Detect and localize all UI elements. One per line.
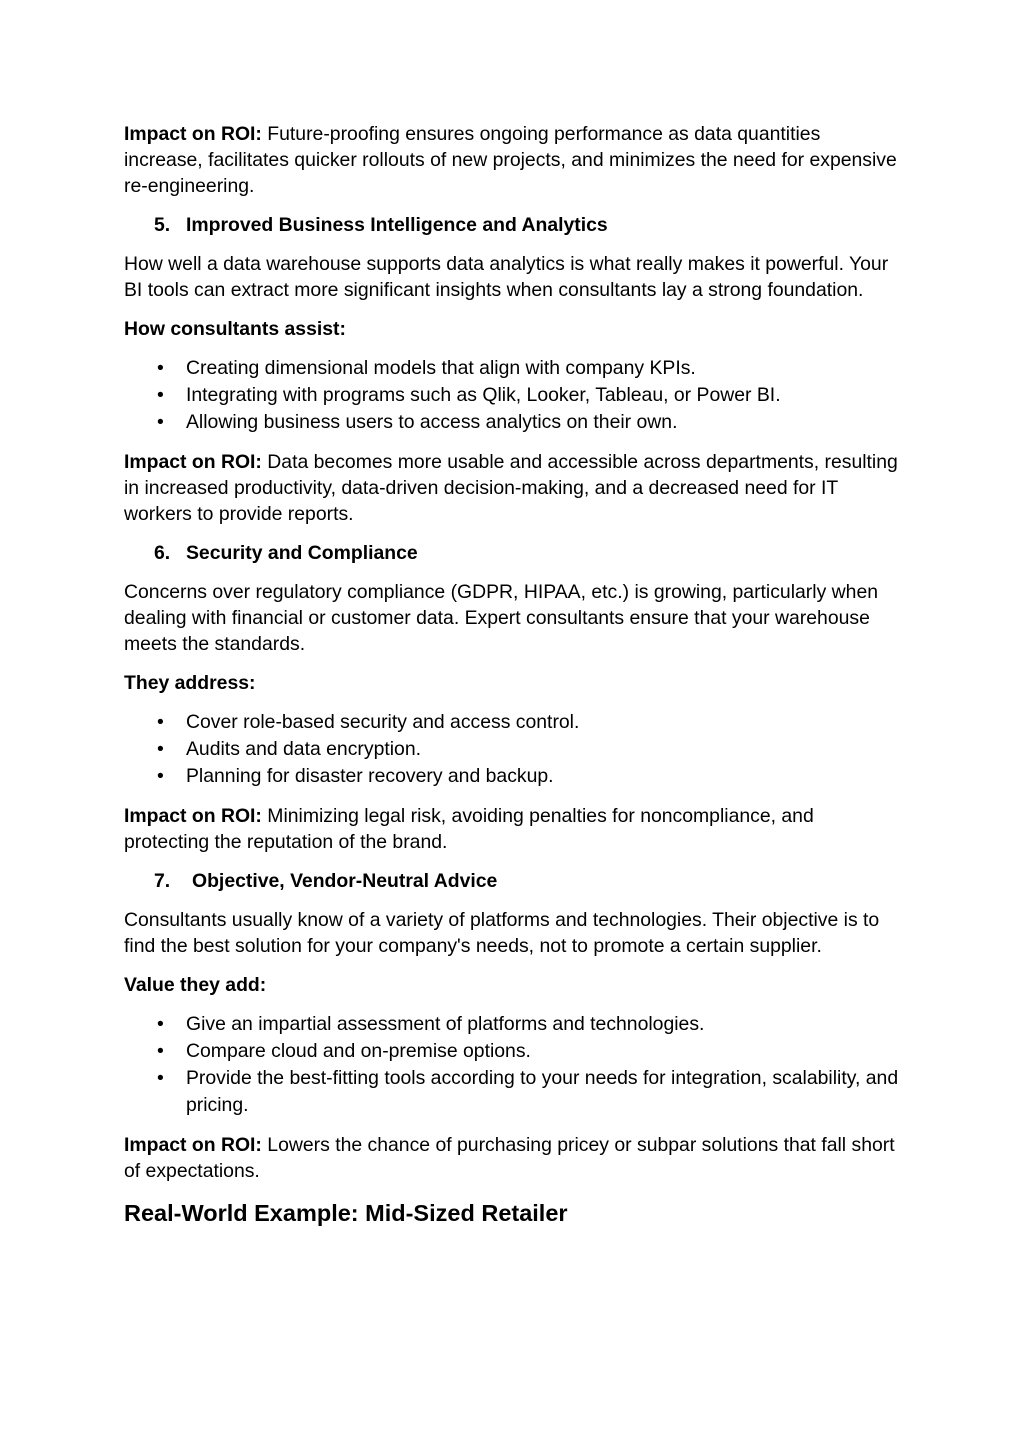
list-item bbox=[124, 382, 904, 409]
list-item-text: Provide the best-fitting tools according to your needs for integration, scalability, and pricing. bbox=[186, 1067, 899, 1116]
section-5-impact bbox=[124, 449, 904, 527]
impact-label: Impact on ROI: bbox=[124, 1134, 262, 1156]
impact-label: Impact on ROI: bbox=[124, 805, 262, 827]
list-item bbox=[124, 409, 904, 436]
bullet-icon: • bbox=[157, 357, 164, 379]
bullet-icon: • bbox=[157, 411, 164, 433]
section-title: Objective, Vendor-Neutral Advice bbox=[192, 870, 498, 892]
bullet-icon: • bbox=[157, 711, 164, 733]
list-item-text: Planning for disaster recovery and backup. bbox=[186, 765, 554, 787]
impact-label: Impact on ROI: bbox=[124, 451, 262, 473]
list-item bbox=[124, 1038, 904, 1065]
section-5-body: How well a data warehouse supports data analytics is what really makes it powerful. Your BI tools can extract more significant insights when consultants lay a strong foundation. bbox=[124, 253, 889, 301]
section-6-bullet-list bbox=[124, 709, 904, 790]
list-item-text: Give an impartial assessment of platforms and technologies. bbox=[186, 1013, 705, 1035]
section-title: Security and Compliance bbox=[186, 542, 418, 564]
section-7-body: Consultants usually know of a variety of platforms and technologies. Their objective is to find the best solution for your company's needs, not to promote a certain supplier. bbox=[124, 909, 880, 957]
list-item bbox=[124, 709, 904, 736]
bullet-icon: • bbox=[157, 384, 164, 406]
section-number: 6. bbox=[154, 542, 171, 564]
list-item-text: Cover role-based security and access control. bbox=[186, 711, 580, 733]
list-item bbox=[124, 736, 904, 763]
bullet-icon: • bbox=[157, 738, 164, 760]
section-6-impact bbox=[124, 803, 904, 855]
intro-impact-paragraph bbox=[124, 121, 904, 199]
list-item bbox=[124, 1065, 904, 1119]
bullet-icon: • bbox=[157, 765, 164, 787]
list-item-text: Integrating with programs such as Qlik, Looker, Tableau, or Power BI. bbox=[186, 384, 781, 406]
document-page bbox=[124, 121, 904, 1228]
list-item bbox=[124, 763, 904, 790]
list-item-text: Creating dimensional models that align with company KPIs. bbox=[186, 357, 696, 379]
impact-text: Data becomes more usable and accessible across departments, resulting in increased productivity, data-driven decision-making, and a decreased need for IT workers to provide reports. bbox=[124, 451, 898, 525]
impact-text: Minimizing legal risk, avoiding penalties for noncompliance, and protecting the reputation of the brand. bbox=[124, 805, 814, 853]
section-5-subheading: How consultants assist: bbox=[124, 318, 346, 340]
section-7-impact bbox=[124, 1132, 904, 1184]
bullet-icon: • bbox=[157, 1013, 164, 1035]
list-item-text: Compare cloud and on-premise options. bbox=[186, 1040, 531, 1062]
section-7-subheading: Value they add: bbox=[124, 974, 267, 996]
section-7-heading bbox=[124, 868, 904, 894]
section-5-bullet-list bbox=[124, 355, 904, 436]
impact-text: Lowers the chance of purchasing pricey or subpar solutions that fall short of expectations. bbox=[124, 1134, 895, 1182]
section-title: Improved Business Intelligence and Analytics bbox=[186, 214, 608, 236]
bullet-icon: • bbox=[157, 1040, 164, 1062]
impact-label: Impact on ROI: bbox=[124, 123, 262, 145]
section-6-heading bbox=[124, 540, 904, 566]
list-item-text: Allowing business users to access analytics on their own. bbox=[186, 411, 678, 433]
impact-text: Future-proofing ensures ongoing performance as data quantities increase, facilitates quicker rollouts of new projects, and minimizes the need for expensive re-engineering. bbox=[124, 123, 897, 197]
bullet-icon: • bbox=[157, 1067, 164, 1089]
section-7-bullet-list bbox=[124, 1011, 904, 1119]
section-5-heading bbox=[124, 212, 904, 238]
section-number: 7. bbox=[154, 870, 171, 892]
section-6-subheading: They address: bbox=[124, 672, 256, 694]
list-item-text: Audits and data encryption. bbox=[186, 738, 421, 760]
section-number: 5. bbox=[154, 214, 171, 236]
section-6-body: Concerns over regulatory compliance (GDPR, HIPAA, etc.) is growing, particularly when dealing with financial or customer data. Expert consultants ensure that your warehouse meets the standards. bbox=[124, 581, 879, 655]
list-item bbox=[124, 1011, 904, 1038]
list-item bbox=[124, 355, 904, 382]
next-section-heading: Real-World Example: Mid-Sized Retailer bbox=[124, 1200, 568, 1226]
